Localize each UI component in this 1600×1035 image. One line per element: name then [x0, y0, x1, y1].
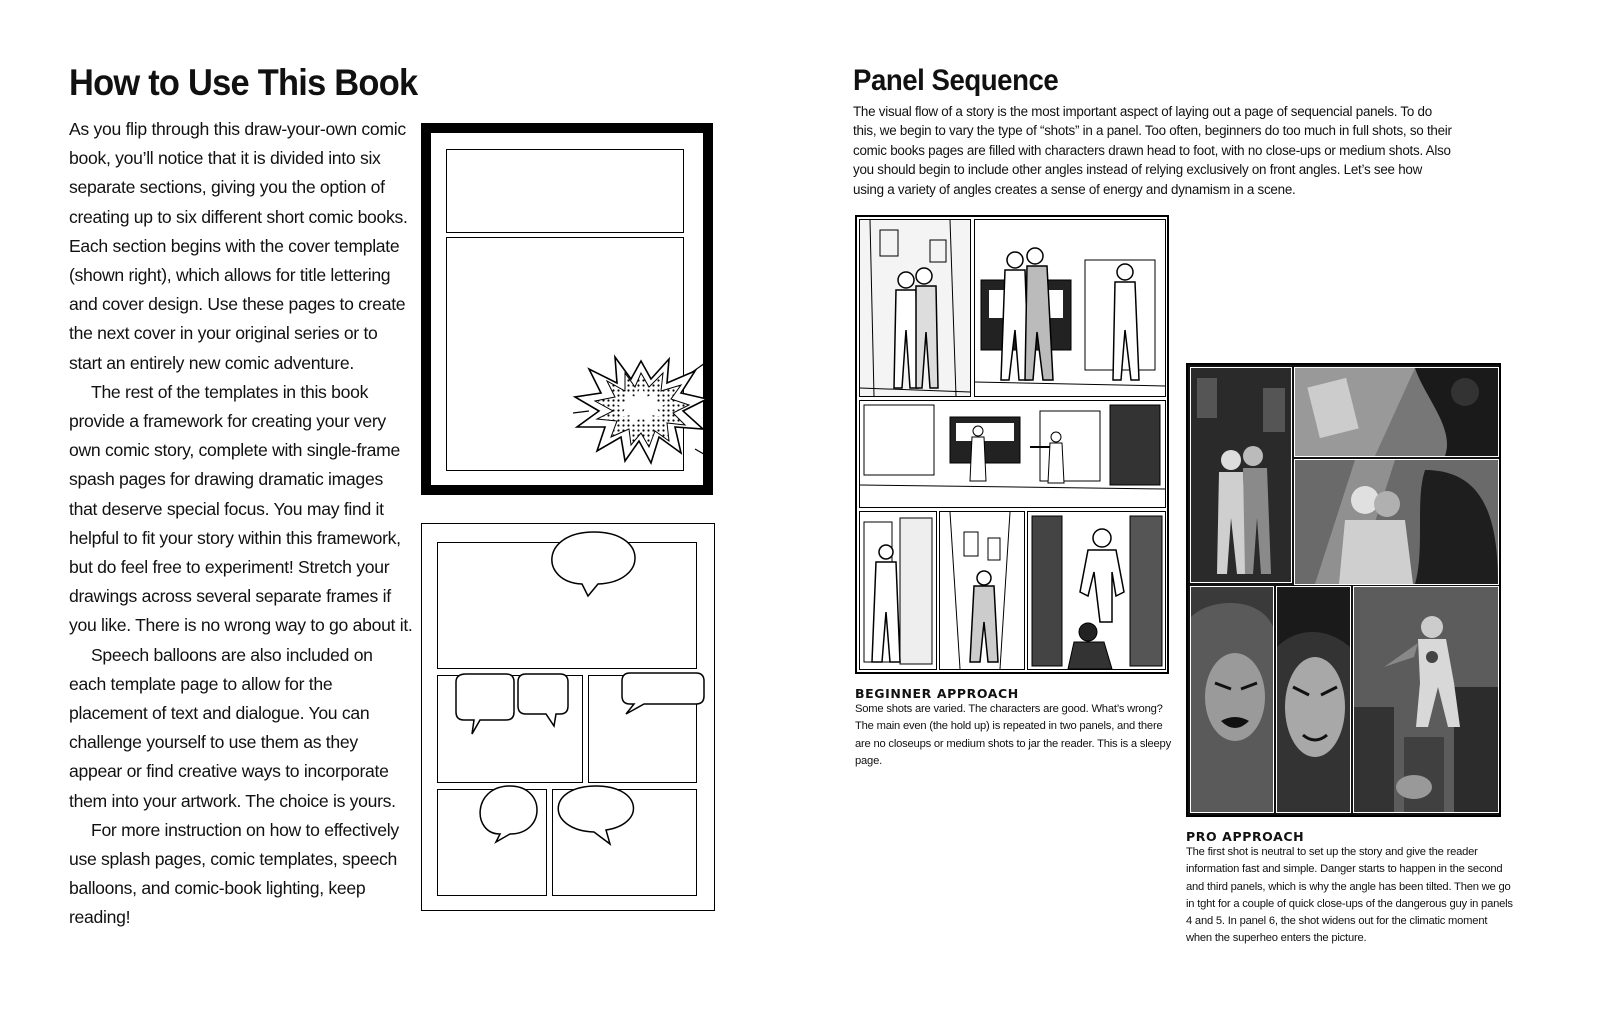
pro-panel-6 [1353, 586, 1499, 813]
speech-balloon-icon [480, 786, 537, 842]
beginner-panel-3 [859, 400, 1166, 508]
speech-balloon-icon [456, 674, 514, 734]
pro-panel-1 [1190, 367, 1292, 583]
speech-balloon-icon [622, 673, 704, 714]
speech-balloon-icon [552, 532, 635, 596]
starburst-icon [571, 353, 711, 468]
beginner-panel-6 [1027, 511, 1166, 670]
pro-approach-heading: PRO APPROACH [1186, 829, 1305, 844]
beginner-comic-page [855, 215, 1169, 674]
left-paragraph-2: The rest of the templates in this book provide a framework for creating your very own comic story, complete with single-frame spash pages for drawing dramatic images that deserve special focus. You may find it helpful to fit your story within this framework, but do feel free to experiment! Stretch your drawings across several separate frames if you like. There is no wrong way to go about it. [69, 381, 413, 636]
pro-approach-caption [1186, 829, 1516, 948]
beginner-approach-text: Some shots are varied. The characters are good. What’s wrong? The main even (the hold up) is repeated in two panels, and there are no closeups or medium shots to jar the reader. This is a sleepy page. [855, 703, 1171, 767]
pro-panel-3 [1294, 459, 1499, 585]
pro-panel-4 [1190, 586, 1274, 813]
page-template-illustration [421, 523, 715, 911]
panel-sequence-intro: The visual flow of a story is the most important aspect of laying out a page of sequencial panels. To do this, we begin to vary the type of “shots” in a panel. Too often, beginners do too much in full shots, so their comic books pages are filled with characters drawn head to foot, with no close-ups or medium shots. Also you should begin to include other angles instead of relying exclusively on front angles. Let’s see how using a variety of angles creates a sense of energy and dynamism in a scene. [853, 104, 1452, 197]
beginner-panel-2 [974, 219, 1166, 397]
beginner-approach-caption [855, 686, 1175, 770]
left-page-body [69, 115, 414, 933]
pro-comic-page [1186, 363, 1501, 817]
beginner-panel-4 [859, 511, 937, 670]
speech-balloons-group [422, 524, 714, 910]
right-page-title: Panel Sequence [853, 64, 1059, 97]
pro-approach-text: The first shot is neutral to set up the story and give the reader information fast and simple. Danger starts to happen in the second and third panels, which is why the angle has been tilted. Then we go in tght for a couple of quick close-ups of the dangerous guy in panels 4 and 5. In panel 6, the shot widens out for the climatic moment when the superheo enters the picture. [1186, 846, 1513, 945]
beginner-panel-1 [859, 219, 971, 397]
speech-balloon-icon [518, 674, 568, 726]
pro-panel-5 [1276, 586, 1351, 813]
cover-template-illustration [421, 123, 713, 495]
speech-balloon-icon [558, 786, 633, 844]
left-paragraph-4: For more instruction on how to effectively use splash pages, comic templates, speech balloons, and comic-book lighting, keep reading! [69, 819, 399, 928]
beginner-panel-5 [939, 511, 1025, 670]
cover-title-box [446, 149, 684, 233]
left-paragraph-3: Speech balloons are also included on each template page to allow for the placement of text and dialogue. You can challenge yourself to use them as they appear or find creative ways to incorporate them into your artwork. The choice is yours. [69, 644, 396, 811]
pro-panel-2 [1294, 367, 1499, 457]
left-page-title: How to Use This Book [69, 62, 418, 103]
left-paragraph-1: As you flip through this draw-your-own comic book, you’ll notice that it is divided into six separate sections, giving you the option of creating up to six different short comic books. Each section begins with the cover template (shown right), which allows for title lettering and cover design. Use these pages to create the next cover in your original series or to start an entirely new comic adventure. [69, 119, 408, 373]
beginner-approach-heading: BEGINNER APPROACH [855, 686, 1019, 701]
